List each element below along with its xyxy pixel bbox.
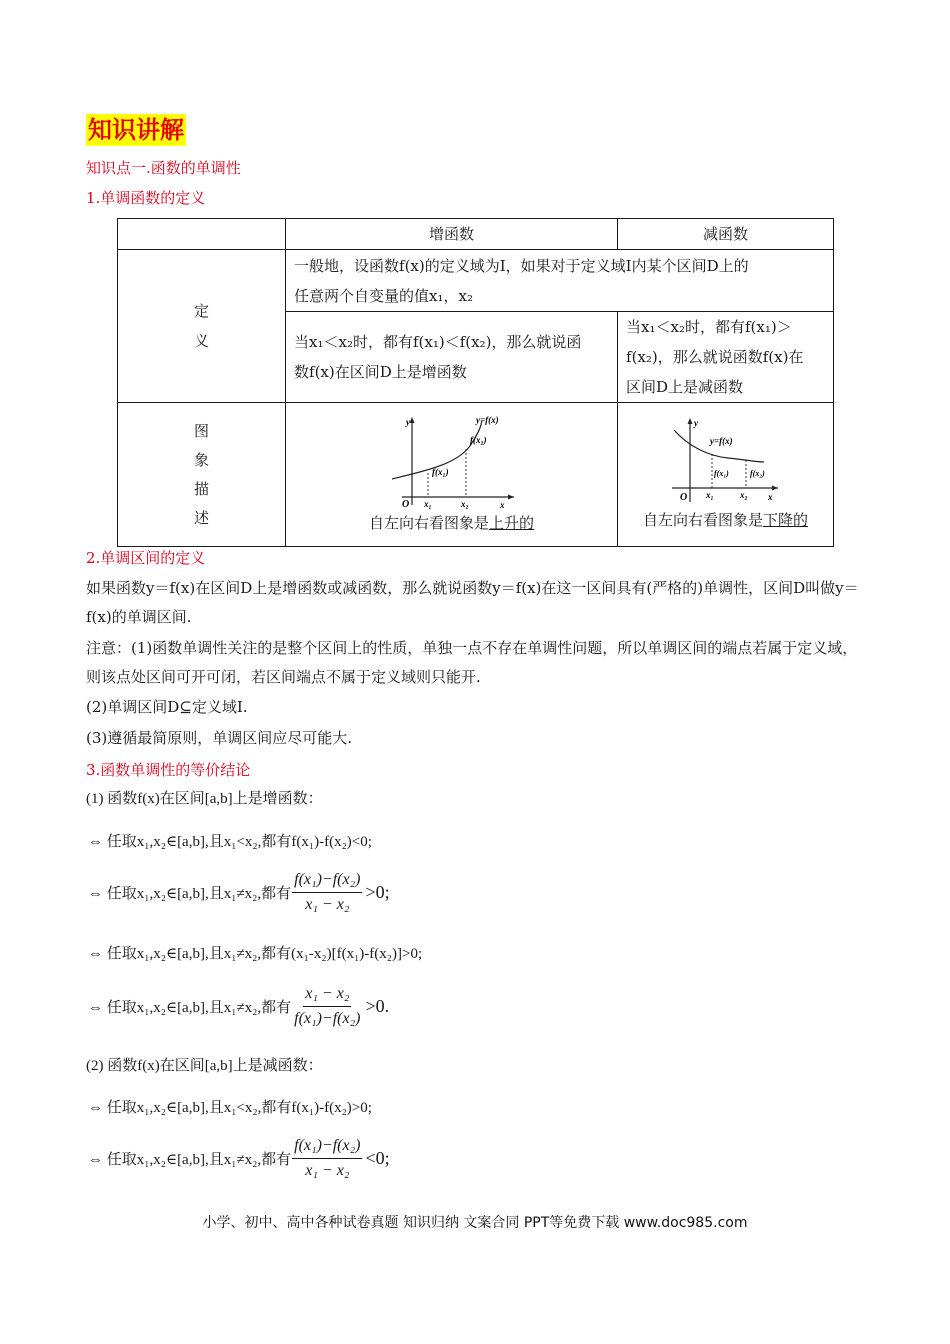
note-1: 注意：(1)函数单调性关注的是整个区间上的性质，单独一点不存在单调性问题，所以单调区间的端点若属于定义域，则该点处区间可开可闭，若区间端点不属于定义域则只能开. xyxy=(86,639,858,686)
subsection-title-2: 2.单调区间的定义 xyxy=(86,549,206,567)
image-decreasing-cell xyxy=(618,403,834,547)
definition-decreasing-cell xyxy=(618,312,834,403)
definition-common-cell xyxy=(286,250,834,312)
image-increasing-cell xyxy=(286,403,618,547)
condition-prefix: ⇔ 任取x₁,x₂∈[a,b],且x₁≠x₂,都有 xyxy=(88,886,292,902)
note-3: (3)遵循最简原则，单调区间应尽可能大. xyxy=(86,729,353,747)
note-2: (2)单调区间D⊆定义域I. xyxy=(86,698,248,716)
condition-prefix: ⇔ 任取x₁,x₂∈[a,b],且x₁≠x₂,都有 xyxy=(88,1152,292,1168)
y-label: y xyxy=(405,416,410,427)
y-label: y xyxy=(693,417,698,428)
inequality-tail: <0; xyxy=(365,1148,390,1168)
x2-label: x₂ xyxy=(460,498,469,509)
definition-increasing-cell xyxy=(286,312,618,403)
fraction-denominator: x₁ − x₂ xyxy=(305,1162,350,1179)
x-label: x xyxy=(767,491,773,502)
inverse-quotient-fraction xyxy=(292,984,362,1029)
table-corner-cell xyxy=(118,219,286,250)
definition-decreasing-line-1: 当x₁＜x₂时，都有f(x₁)＞ xyxy=(626,318,792,336)
caption-decreasing xyxy=(626,506,825,534)
fraction-denominator: x₁ − x₂ xyxy=(305,896,350,913)
header-increasing: 增函数 xyxy=(286,219,618,250)
decreasing-curve xyxy=(674,430,764,462)
page-heading: 知识讲解 xyxy=(88,116,184,144)
increasing-intro: (1) 函数f(x)在区间[a,b]上是增函数： xyxy=(86,791,323,807)
row-label-definition: 定义 xyxy=(118,250,286,403)
x-axis-arrow xyxy=(508,494,514,499)
definition-increasing-line-2: 数f(x)在区间D上是增函数 xyxy=(294,363,467,381)
section-title: 知识点一.函数的单调性 xyxy=(86,159,241,177)
fx1-label: f(x₁) xyxy=(431,466,449,477)
definition-common-line-2: 任意两个自变量的值x₁，x₂ xyxy=(294,286,473,305)
interval-definition-text: 如果函数y＝f(x)在区间D上是增函数或减函数，那么就说函数y＝f(x)在这一区间具有(严格的)单调性，区间D叫做y＝f(x)的单调区间. xyxy=(86,579,859,626)
decreasing-function-graph xyxy=(668,416,784,506)
x-label: x xyxy=(499,499,505,509)
fraction-denominator: f(x₁)−f(x₂) xyxy=(294,1010,361,1027)
increasing-condition-1: ⇔ 任取x₁,x₂∈[a,b],且x₁<x₂,都有f(x₁)-f(x₂)<0; xyxy=(88,834,372,850)
inequality-tail: >0. xyxy=(365,996,390,1016)
decreasing-condition-2 xyxy=(88,1136,390,1181)
caption-falling: 下降的 xyxy=(763,510,809,529)
fraction-numerator: x₁ − x₂ xyxy=(303,984,351,1007)
monotonic-definition-table xyxy=(117,218,834,547)
fx2-label: f(x₂) xyxy=(749,468,765,478)
origin-label: O xyxy=(679,491,687,503)
origin-label: O xyxy=(401,498,409,509)
definition-decreasing-line-2: f(x₂)，那么就说函数f(x)在 xyxy=(626,348,804,366)
x1-label: x₁ xyxy=(705,489,714,500)
caption-prefix: 自左向右看图象是 xyxy=(369,513,490,532)
caption-rising: 上升的 xyxy=(489,513,535,532)
fx2-label: f(x₂) xyxy=(469,434,487,445)
x1-label: x₁ xyxy=(423,498,432,509)
definition-decreasing-line-3: 区间D上是减函数 xyxy=(626,378,744,396)
increasing-condition-2 xyxy=(88,870,390,915)
decreasing-condition-1: ⇔ 任取x₁,x₂∈[a,b],且x₁<x₂,都有f(x₁)-f(x₂)>0; xyxy=(88,1100,372,1116)
inequality-tail: >0; xyxy=(365,882,390,902)
curve-label: y=f(x) xyxy=(475,414,499,425)
y-axis-arrow xyxy=(409,417,414,423)
fraction-numerator: f(x₁)−f(x₂) xyxy=(292,870,362,893)
x2-label: x₂ xyxy=(739,489,748,500)
difference-quotient-fraction xyxy=(292,870,362,915)
condition-prefix: ⇔ 任取x₁,x₂∈[a,b],且x₁≠x₂,都有 xyxy=(88,1000,292,1016)
definition-increasing-line-1: 当x₁＜x₂时，都有f(x₁)＜f(x₂)，那么就说函 xyxy=(294,333,582,351)
increasing-condition-3: ⇔ 任取x₁,x₂∈[a,b],且x₁≠x₂,都有(x₁-x₂)[f(x₁)-f(x₂)]>0; xyxy=(88,946,423,962)
row-label-image: 图象描述 xyxy=(118,403,286,547)
x-axis-arrow xyxy=(772,485,778,490)
curve-label: y=f(x) xyxy=(709,435,733,446)
subsection-title-3: 3.函数单调性的等价结论 xyxy=(86,761,251,779)
increasing-condition-4 xyxy=(88,984,389,1029)
caption-prefix: 自左向右看图象是 xyxy=(643,510,764,529)
fraction-numerator: f(x₁)−f(x₂) xyxy=(292,1136,362,1159)
fx1-label: f(x₁) xyxy=(713,468,729,478)
increasing-function-graph xyxy=(382,413,522,509)
caption-increasing xyxy=(294,509,609,537)
subsection-title-1: 1.单调函数的定义 xyxy=(86,189,206,207)
difference-quotient-fraction xyxy=(292,1136,362,1181)
definition-common-line-1: 一般地，设函数f(x)的定义域为I，如果对于定义域I内某个区间D上的 xyxy=(294,256,749,275)
page-footer: 小学、初中、高中各种试卷真题 知识归纳 文案合同 PPT等免费下载 www.doc985.com xyxy=(202,1215,748,1231)
decreasing-intro: (2) 函数f(x)在区间[a,b]上是减函数： xyxy=(86,1058,323,1074)
header-decreasing: 减函数 xyxy=(618,219,834,250)
y-axis-arrow xyxy=(687,418,692,424)
